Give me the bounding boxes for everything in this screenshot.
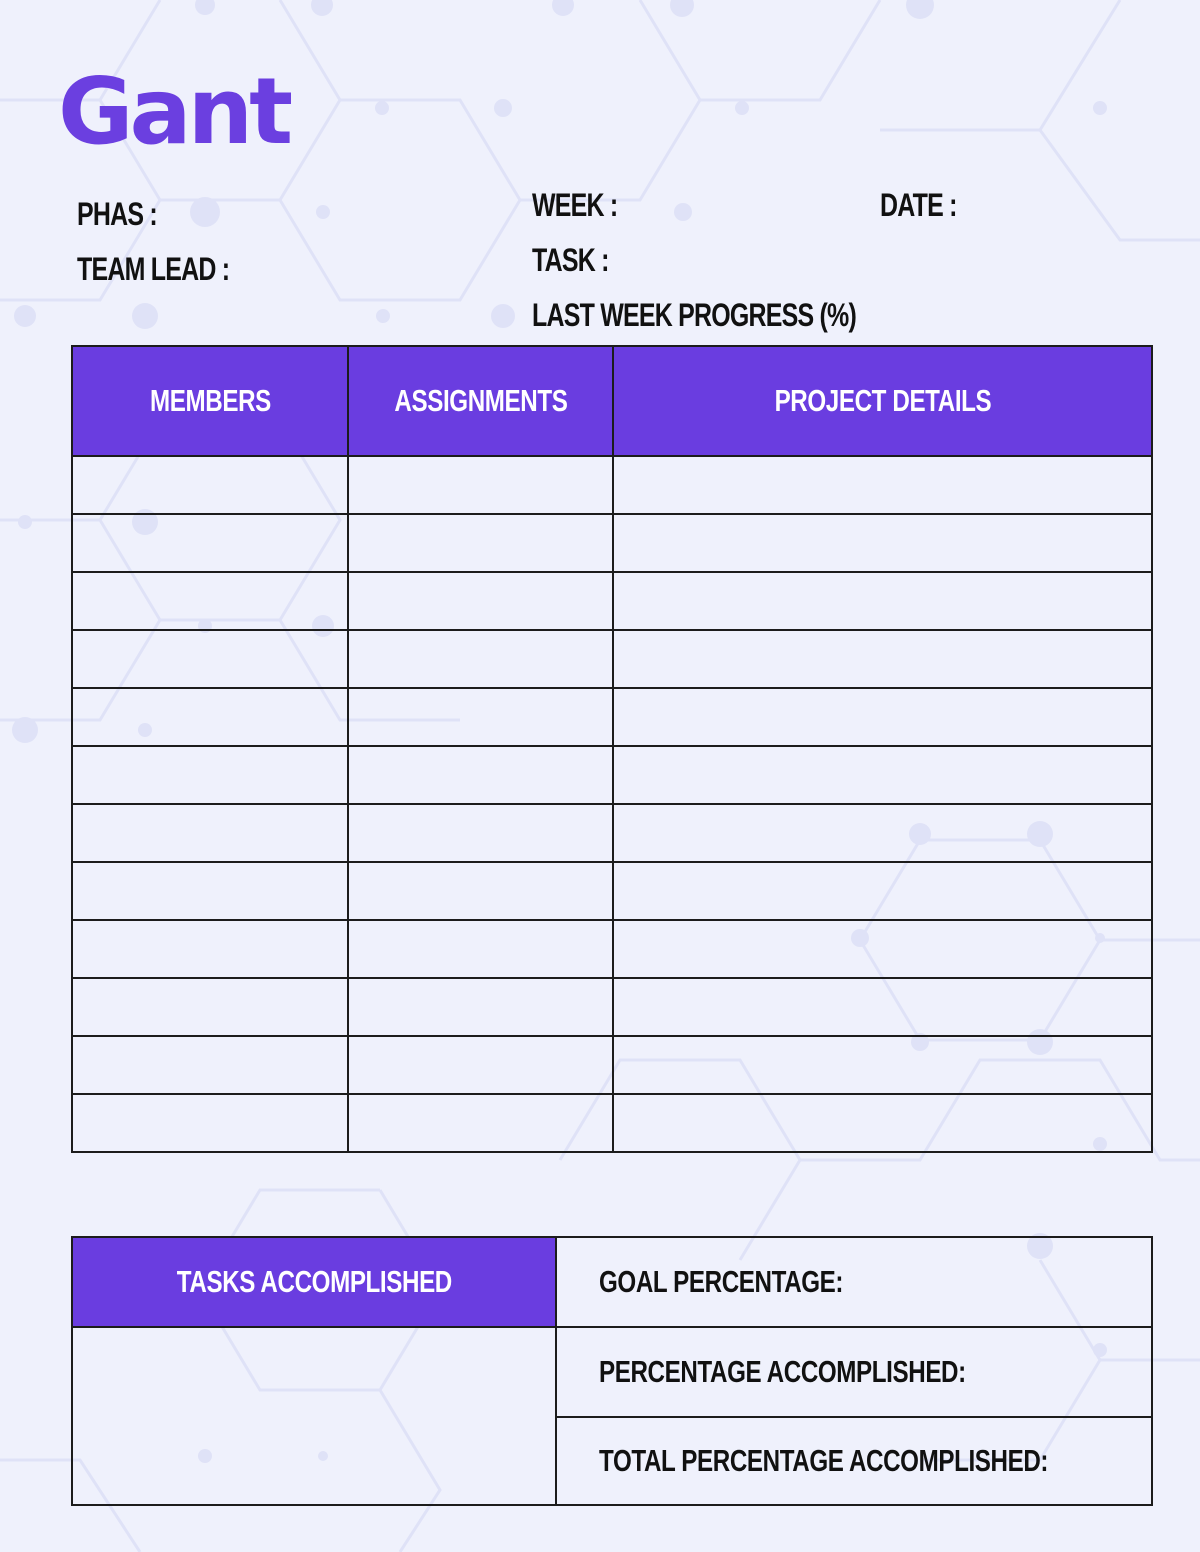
assignment-cell[interactable] — [348, 1036, 613, 1094]
member-cell[interactable] — [72, 920, 348, 978]
project-details-cell[interactable] — [613, 804, 1152, 862]
table-row — [72, 978, 1152, 1036]
table-row — [72, 456, 1152, 514]
percentage-accomplished-field[interactable] — [556, 1327, 1152, 1417]
members-assignments-table — [71, 345, 1153, 1153]
project-details-cell[interactable] — [613, 630, 1152, 688]
table-row — [72, 1036, 1152, 1094]
member-cell[interactable] — [72, 456, 348, 514]
project-details-cell[interactable] — [613, 688, 1152, 746]
project-details-cell[interactable] — [613, 862, 1152, 920]
total-percentage-accomplished-label: TOTAL PERCENTAGE ACCOMPLISHED: — [599, 1443, 1049, 1478]
member-cell[interactable] — [72, 1094, 348, 1152]
member-cell[interactable] — [72, 746, 348, 804]
week-label: WEEK : — [532, 187, 618, 223]
team-lead-label: TEAM LEAD : — [77, 251, 230, 287]
project-details-cell[interactable] — [613, 1094, 1152, 1152]
assignment-cell[interactable] — [348, 804, 613, 862]
assignment-cell[interactable] — [348, 630, 613, 688]
project-details-cell[interactable] — [613, 514, 1152, 572]
column-header-members: MEMBERS — [72, 346, 348, 456]
member-cell[interactable] — [72, 978, 348, 1036]
phase-label: PHAS : — [77, 196, 157, 232]
date-label: DATE : — [880, 187, 957, 223]
project-details-cell[interactable] — [613, 920, 1152, 978]
table-row — [72, 804, 1152, 862]
table-row — [72, 630, 1152, 688]
assignment-cell[interactable] — [348, 920, 613, 978]
table-row — [72, 572, 1152, 630]
table-row — [72, 1094, 1152, 1152]
member-cell[interactable] — [72, 804, 348, 862]
assignment-cell[interactable] — [348, 456, 613, 514]
project-details-cell[interactable] — [613, 746, 1152, 804]
assignment-cell[interactable] — [348, 862, 613, 920]
goal-percentage-label: GOAL PERCENTAGE: — [599, 1264, 844, 1299]
table-row — [72, 920, 1152, 978]
member-cell[interactable] — [72, 1036, 348, 1094]
member-cell[interactable] — [72, 688, 348, 746]
table-row — [72, 862, 1152, 920]
total-percentage-accomplished-field[interactable] — [556, 1417, 1152, 1505]
table-row — [72, 746, 1152, 804]
assignment-cell[interactable] — [348, 514, 613, 572]
member-cell[interactable] — [72, 862, 348, 920]
assignment-cell[interactable] — [348, 688, 613, 746]
member-cell[interactable] — [72, 630, 348, 688]
summary-table — [71, 1236, 1153, 1506]
tasks-accomplished-area[interactable] — [72, 1327, 556, 1505]
column-header-project-details: PROJECT DETAILS — [613, 346, 1152, 456]
assignment-cell[interactable] — [348, 1094, 613, 1152]
project-details-cell[interactable] — [613, 572, 1152, 630]
table-row — [72, 688, 1152, 746]
member-cell[interactable] — [72, 514, 348, 572]
project-details-cell[interactable] — [613, 978, 1152, 1036]
gant-logo: Gant — [58, 58, 290, 165]
last-week-progress-label: LAST WEEK PROGRESS (%) — [532, 297, 856, 333]
member-cell[interactable] — [72, 572, 348, 630]
percentage-accomplished-label: PERCENTAGE ACCOMPLISHED: — [599, 1354, 966, 1389]
project-details-cell[interactable] — [613, 1036, 1152, 1094]
task-label: TASK : — [532, 242, 609, 278]
table-header-row — [72, 346, 1152, 456]
assignment-cell[interactable] — [348, 572, 613, 630]
assignment-cell[interactable] — [348, 746, 613, 804]
table-row — [72, 514, 1152, 572]
goal-percentage-field[interactable] — [556, 1237, 1152, 1327]
tasks-accomplished-header: TASKS ACCOMPLISHED — [72, 1237, 556, 1327]
project-details-cell[interactable] — [613, 456, 1152, 514]
assignment-cell[interactable] — [348, 978, 613, 1036]
column-header-assignments: ASSIGNMENTS — [348, 346, 613, 456]
